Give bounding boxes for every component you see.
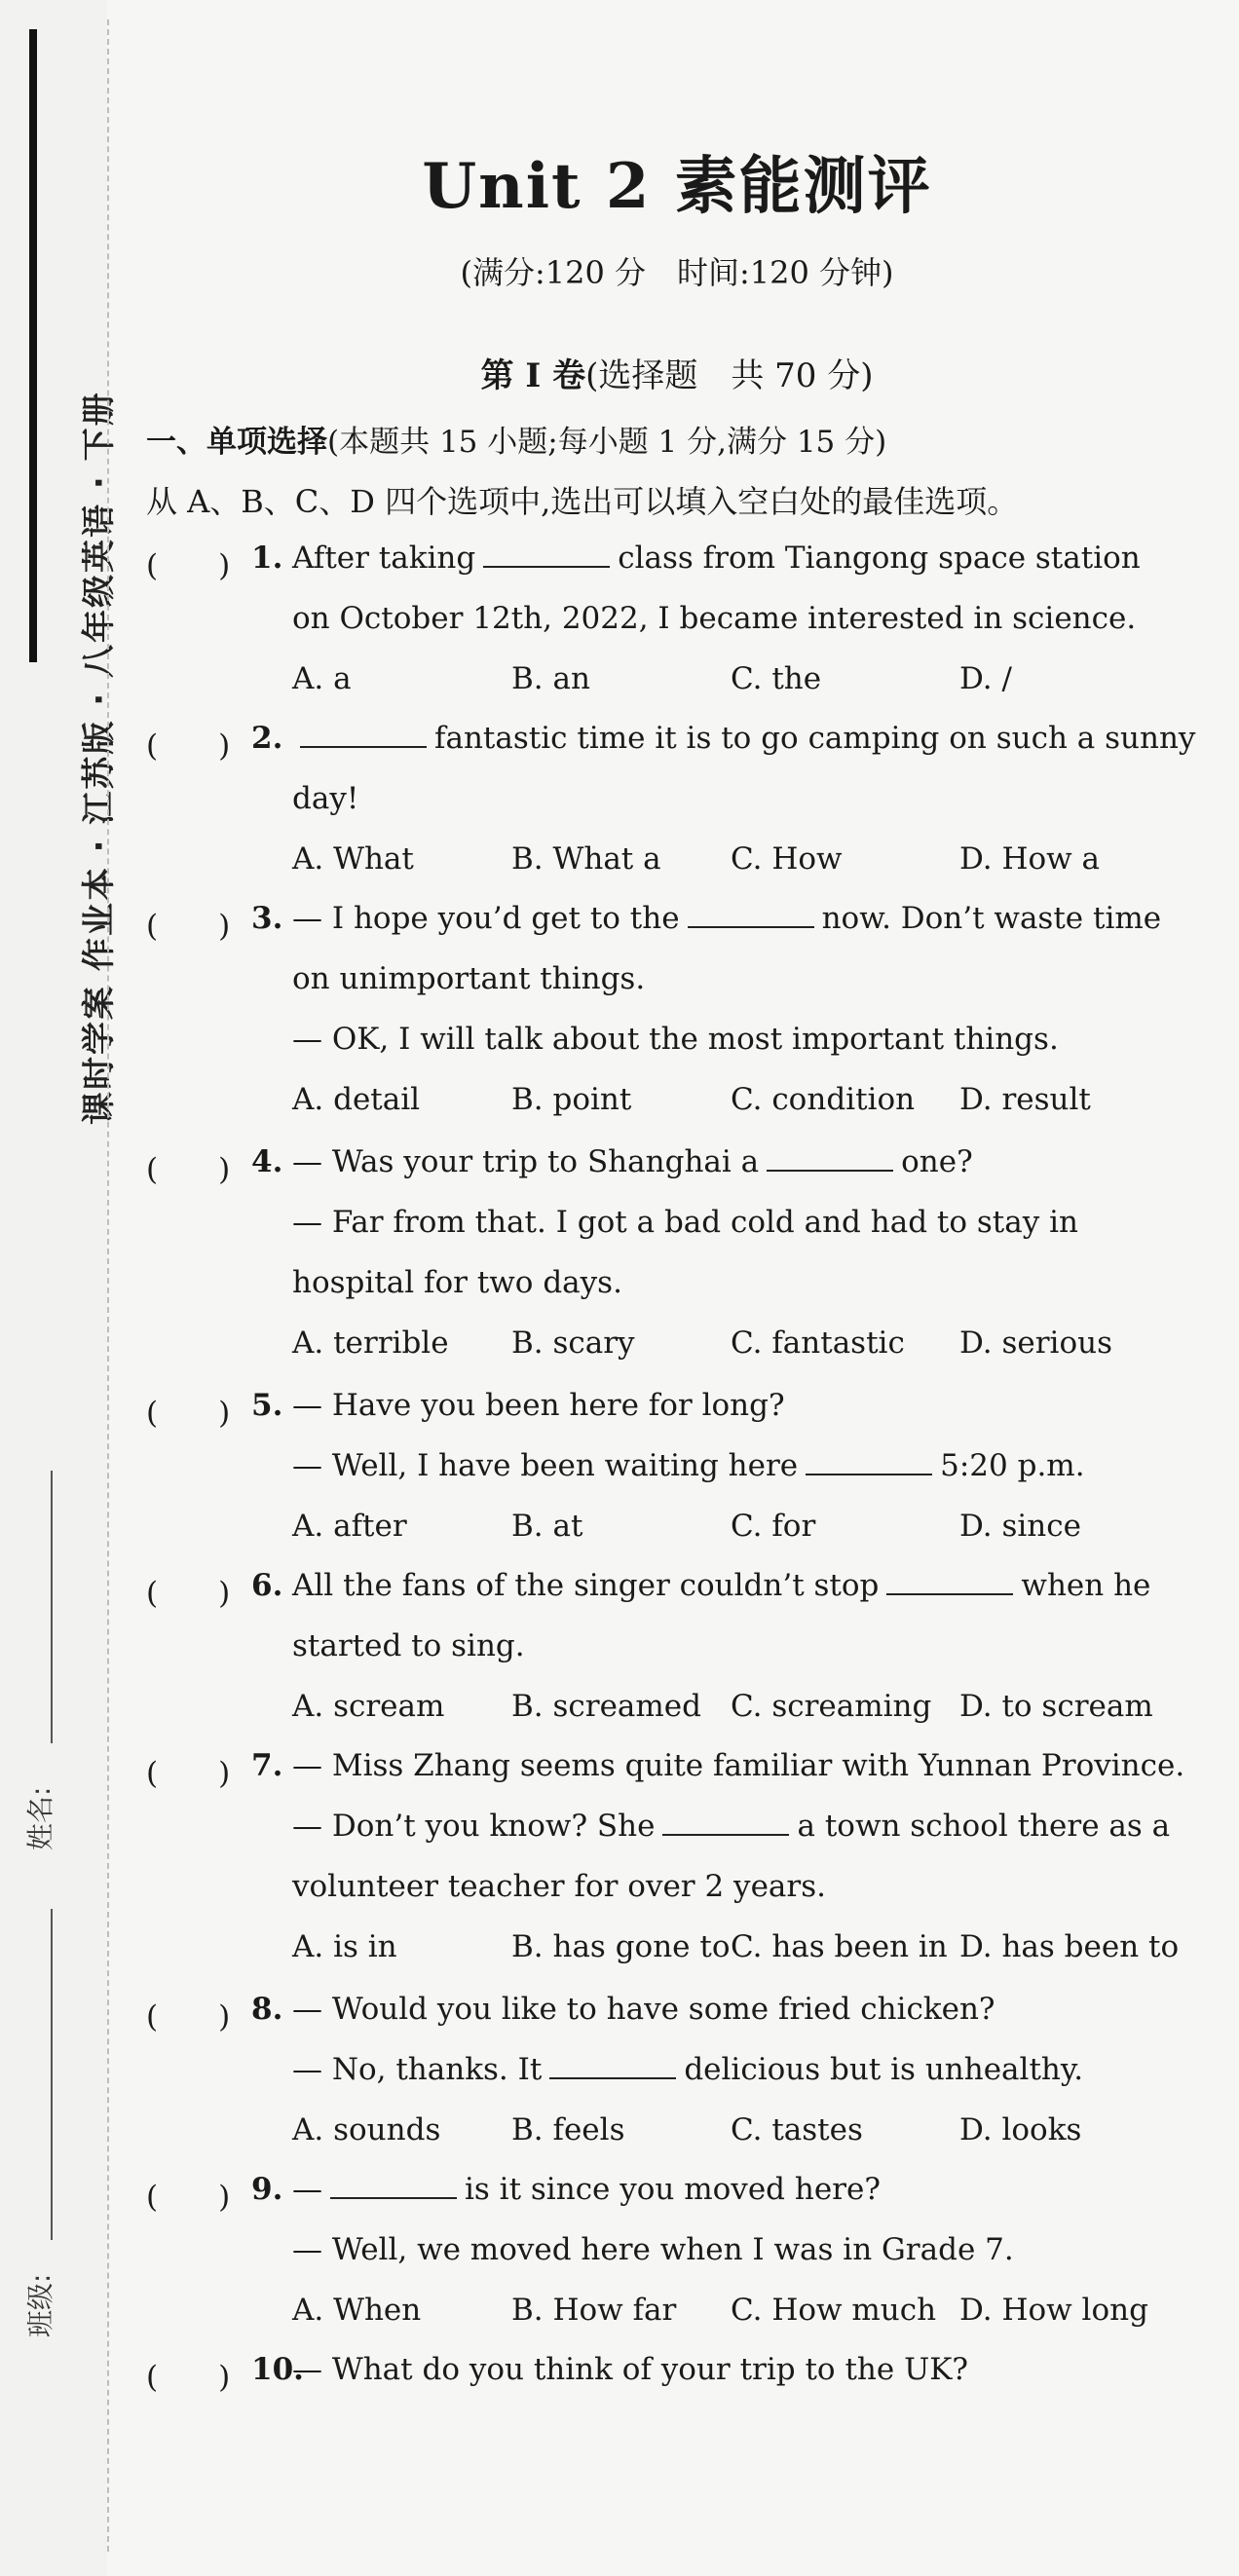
option-b: B. scary [511, 1325, 635, 1361]
line-text: on unimportant things. [292, 961, 646, 996]
line-text: — Well, I have been waiting here [292, 1448, 799, 1483]
answer-paren[interactable]: ( ) [146, 1999, 231, 2035]
line-text: — [292, 2172, 322, 2207]
option-b: B. at [511, 1509, 583, 1544]
line-text: — Have you been here for long? [292, 1388, 785, 1423]
answer-paren[interactable]: ( ) [146, 2360, 231, 2395]
line-text: — OK, I will talk about the most important things. [292, 1022, 1059, 1057]
option-d: D. looks [959, 2112, 1082, 2147]
line-text: delicious but is unhealthy. [684, 2052, 1084, 2087]
question-line [292, 601, 1136, 636]
line-text: on October 12th, 2022, I became interested in science. [292, 601, 1137, 636]
question-line [292, 1022, 1059, 1057]
answer-paren[interactable]: ( ) [146, 909, 231, 944]
question-line [292, 901, 1161, 936]
option-c: C. condition [731, 1082, 916, 1117]
option-c: C. How much [731, 2293, 937, 2328]
answer-paren[interactable]: ( ) [146, 1756, 231, 1791]
question-line [292, 2232, 1014, 2267]
page-subtitle: (满分:120 分 时间:120 分钟) [460, 254, 894, 291]
option-a: A. sounds [292, 2112, 441, 2147]
line-text: — No, thanks. It [292, 2052, 543, 2087]
name-label: 姓名: [24, 1786, 56, 1850]
answer-blank [806, 1448, 932, 1475]
line-text: started to sing. [292, 1628, 525, 1663]
part-heading [136, 349, 1218, 396]
spine-bar [29, 29, 37, 662]
line-text: a town school there as a [797, 1809, 1171, 1844]
option-a: A. detail [292, 1082, 421, 1117]
question-line [292, 1568, 1150, 1603]
option-d: D. serious [959, 1325, 1112, 1361]
question-line [292, 961, 645, 996]
question-number: 10. [251, 2352, 304, 2387]
question-line [292, 2172, 881, 2207]
option-d: D. to scream [959, 1689, 1153, 1724]
question-line [292, 1869, 826, 1904]
option-c: C. for [731, 1509, 816, 1544]
question-line [292, 1265, 622, 1300]
answer-paren[interactable]: ( ) [146, 728, 231, 764]
option-b: B. an [511, 661, 590, 696]
option-a: A. scream [292, 1689, 445, 1724]
option-a: A. after [292, 1509, 407, 1544]
page-title: Unit 2 素能测评 [422, 150, 932, 223]
question-number: 9. [251, 2172, 283, 2207]
question-number: 6. [251, 1568, 283, 1603]
option-a: A. terrible [292, 1325, 449, 1361]
option-c: C. the [731, 661, 822, 696]
section-note: (本题共 15 小题;每小题 1 分,满分 15 分) [327, 425, 887, 460]
option-d: D. since [959, 1509, 1081, 1544]
question-line [292, 1448, 1085, 1483]
question-line [292, 1748, 1184, 1783]
question-number: 3. [251, 901, 283, 936]
option-b: B. screamed [511, 1689, 701, 1724]
line-text: — Miss Zhang seems quite familiar with Yunnan Province. [292, 1748, 1185, 1783]
option-a: A. When [292, 2293, 422, 2328]
part-note: (选择题 共 70 分) [585, 356, 874, 395]
line-text: day! [292, 781, 359, 816]
question-line [292, 1809, 1170, 1844]
option-b: B. point [511, 1082, 632, 1117]
answer-paren[interactable]: ( ) [146, 548, 231, 583]
question-line [292, 2052, 1083, 2087]
line-text: 5:20 p.m. [940, 1448, 1085, 1483]
line-text: After taking [292, 541, 476, 576]
answer-blank [483, 541, 610, 568]
cut-line [107, 19, 109, 2552]
question-line [292, 1388, 785, 1423]
option-d: D. How a [959, 841, 1101, 877]
option-c: C. screaming [731, 1689, 932, 1724]
line-text: — What do you think of your trip to the UK? [292, 2352, 968, 2387]
section-heading [146, 417, 886, 461]
line-text: volunteer teacher for over 2 years. [292, 1869, 826, 1904]
option-a: A. What [292, 841, 414, 877]
answer-blank [300, 721, 427, 748]
option-d: D. has been to [959, 1929, 1180, 1964]
question-line [292, 2352, 968, 2387]
answer-paren[interactable]: ( ) [146, 1396, 231, 1431]
answer-paren[interactable]: ( ) [146, 1152, 231, 1187]
class-line [51, 1909, 53, 2240]
part-title: 第 I 卷 [480, 356, 586, 395]
section-title: 一、单项选择 [146, 425, 327, 460]
question-line [292, 541, 1141, 576]
section-instruction: 从 A、B、C、D 四个选项中,选出可以填入空白处的最佳选项。 [146, 483, 1019, 520]
question-number: 7. [251, 1748, 283, 1783]
answer-paren[interactable]: ( ) [146, 2180, 231, 2215]
option-c: C. How [731, 841, 843, 877]
line-text: when he [1021, 1568, 1151, 1603]
option-d: D. How long [959, 2293, 1148, 2328]
book-title: 课时学案 作业本 · 江苏版 · 八年级英语 · 下册 [80, 391, 119, 1125]
question-line [292, 781, 358, 816]
line-text: — Would you like to have some fried chicken? [292, 1992, 995, 2027]
answer-blank [688, 901, 814, 928]
question-number: 8. [251, 1992, 283, 2027]
option-c: C. has been in [731, 1929, 948, 1964]
option-d: D. / [959, 661, 1012, 696]
answer-blank [330, 2172, 457, 2199]
option-a: A. is in [292, 1929, 397, 1964]
question-number: 4. [251, 1144, 283, 1179]
option-b: B. What a [511, 841, 661, 877]
line-text: one? [901, 1144, 973, 1179]
name-line [51, 1471, 53, 1743]
option-b: B. has gone to [511, 1929, 731, 1964]
option-b: B. feels [511, 2112, 625, 2147]
option-b: B. How far [511, 2293, 677, 2328]
question-number: 1. [251, 541, 283, 576]
answer-blank [886, 1568, 1013, 1595]
class-label: 班级: [24, 2273, 56, 2337]
answer-blank [549, 2052, 676, 2079]
question-number: 2. [251, 721, 283, 756]
line-text: — Was your trip to Shanghai a [292, 1144, 760, 1179]
answer-blank [662, 1809, 789, 1836]
line-text: — I hope you’d get to the [292, 901, 680, 936]
line-text: class from Tiangong space station [618, 541, 1141, 576]
option-a: A. a [292, 661, 352, 696]
question-line [292, 1205, 1078, 1240]
line-text: is it since you moved here? [465, 2172, 881, 2207]
binding-spine [0, 0, 119, 2576]
question-line [292, 1992, 995, 2027]
line-text: All the fans of the singer couldn’t stop [292, 1568, 880, 1603]
option-d: D. result [959, 1082, 1091, 1117]
answer-paren[interactable]: ( ) [146, 1576, 231, 1611]
line-text: now. Don’t waste time [821, 901, 1162, 936]
answer-blank [767, 1144, 893, 1172]
line-text: fantastic time it is to go camping on such a sunny [434, 721, 1196, 756]
question-number: 5. [251, 1388, 283, 1423]
line-text: — Well, we moved here when I was in Grade 7. [292, 2232, 1014, 2267]
line-text: hospital for two days. [292, 1265, 622, 1300]
line-text: — Don’t you know? She [292, 1809, 656, 1844]
question-line [292, 1628, 525, 1663]
option-c: C. tastes [731, 2112, 863, 2147]
question-line [292, 721, 1195, 756]
line-text: — Far from that. I got a bad cold and had to stay in [292, 1205, 1078, 1240]
question-line [292, 1144, 973, 1179]
option-c: C. fantastic [731, 1325, 905, 1361]
